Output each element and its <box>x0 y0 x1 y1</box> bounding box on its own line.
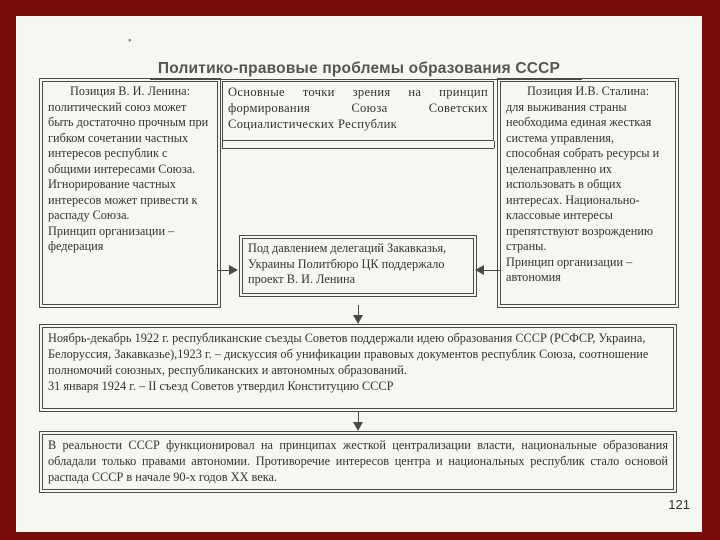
lenin-heading: Позиция В. И. Ленина: <box>69 84 191 98</box>
arrow-right-line <box>483 270 500 271</box>
reality-text: В реальности СССР функционировал на принципах жесткой централизации власти, национальные образования обладали только правами автономии. Противоречие интересов центра и национальных республик стало основой распада СССР в начале 90-х годов XX века. <box>48 438 668 484</box>
arrow-down-head <box>353 315 363 324</box>
connector-right-stub <box>494 141 495 148</box>
stalin-heading: Позиция И.В. Сталина: <box>527 84 649 98</box>
arrow-right-head <box>229 265 238 275</box>
politburo-box <box>242 238 474 294</box>
document-page <box>16 16 702 532</box>
connector-left-stub <box>222 141 223 148</box>
arrow-down-2-line <box>358 412 359 422</box>
viewpoints-text: Основные точки зрения на принцип формирования Союза Советских Социалистических Республик <box>228 85 488 131</box>
lenin-text: политический союз может быть достаточно прочным при гибком сочетании частных интересов республик с общими интересами Союза. Игнорирование частных интересов может привести к распаду Союза. <box>48 99 209 222</box>
connector-horizontal <box>222 148 494 149</box>
politburo-text: Под давлением делегаций Закавказья, Украины Политбюро ЦК поддержало проект В. И. Ленина <box>248 241 447 286</box>
page-number: 121 <box>668 497 690 512</box>
viewpoints-box <box>222 81 494 141</box>
arrow-left-head <box>475 265 484 275</box>
formation-events-text: Ноябрь-декабрь 1922 г. республиканские съезды Советов поддержали идею образования СССР (РСФСР, Украина, Белоруссия, Закавказье),1923 г. – дискуссия об унификации правовых документов республик Союза, соотношение полномочий союзных, республиканских и автономных образований. <box>48 331 649 377</box>
arrow-down-2-head <box>353 422 363 431</box>
scan-speck: • <box>128 36 132 47</box>
formation-events-box <box>42 327 674 409</box>
arrow-down-line <box>358 305 359 315</box>
stalin-principle: Принцип организации – автономия <box>506 254 633 284</box>
stalin-text: для выживания страны необходима единая жесткая система управления, способная собрать ресурсы и целенаправленно их использовать в общих интересах. Национально-классовые интересы препятствуют возрождению страны. <box>506 99 660 253</box>
stalin-position-box <box>500 81 676 305</box>
lenin-position-box <box>42 81 218 305</box>
reality-box <box>42 434 674 490</box>
constitution-text: 31 января 1924 г. – II съезд Советов утвердил Конституцию СССР <box>48 379 394 393</box>
page-title: Политико-правовые проблемы образования СССР <box>157 60 561 77</box>
title-underline <box>150 79 582 80</box>
lenin-principle: Принцип организации – федерация <box>48 223 175 253</box>
